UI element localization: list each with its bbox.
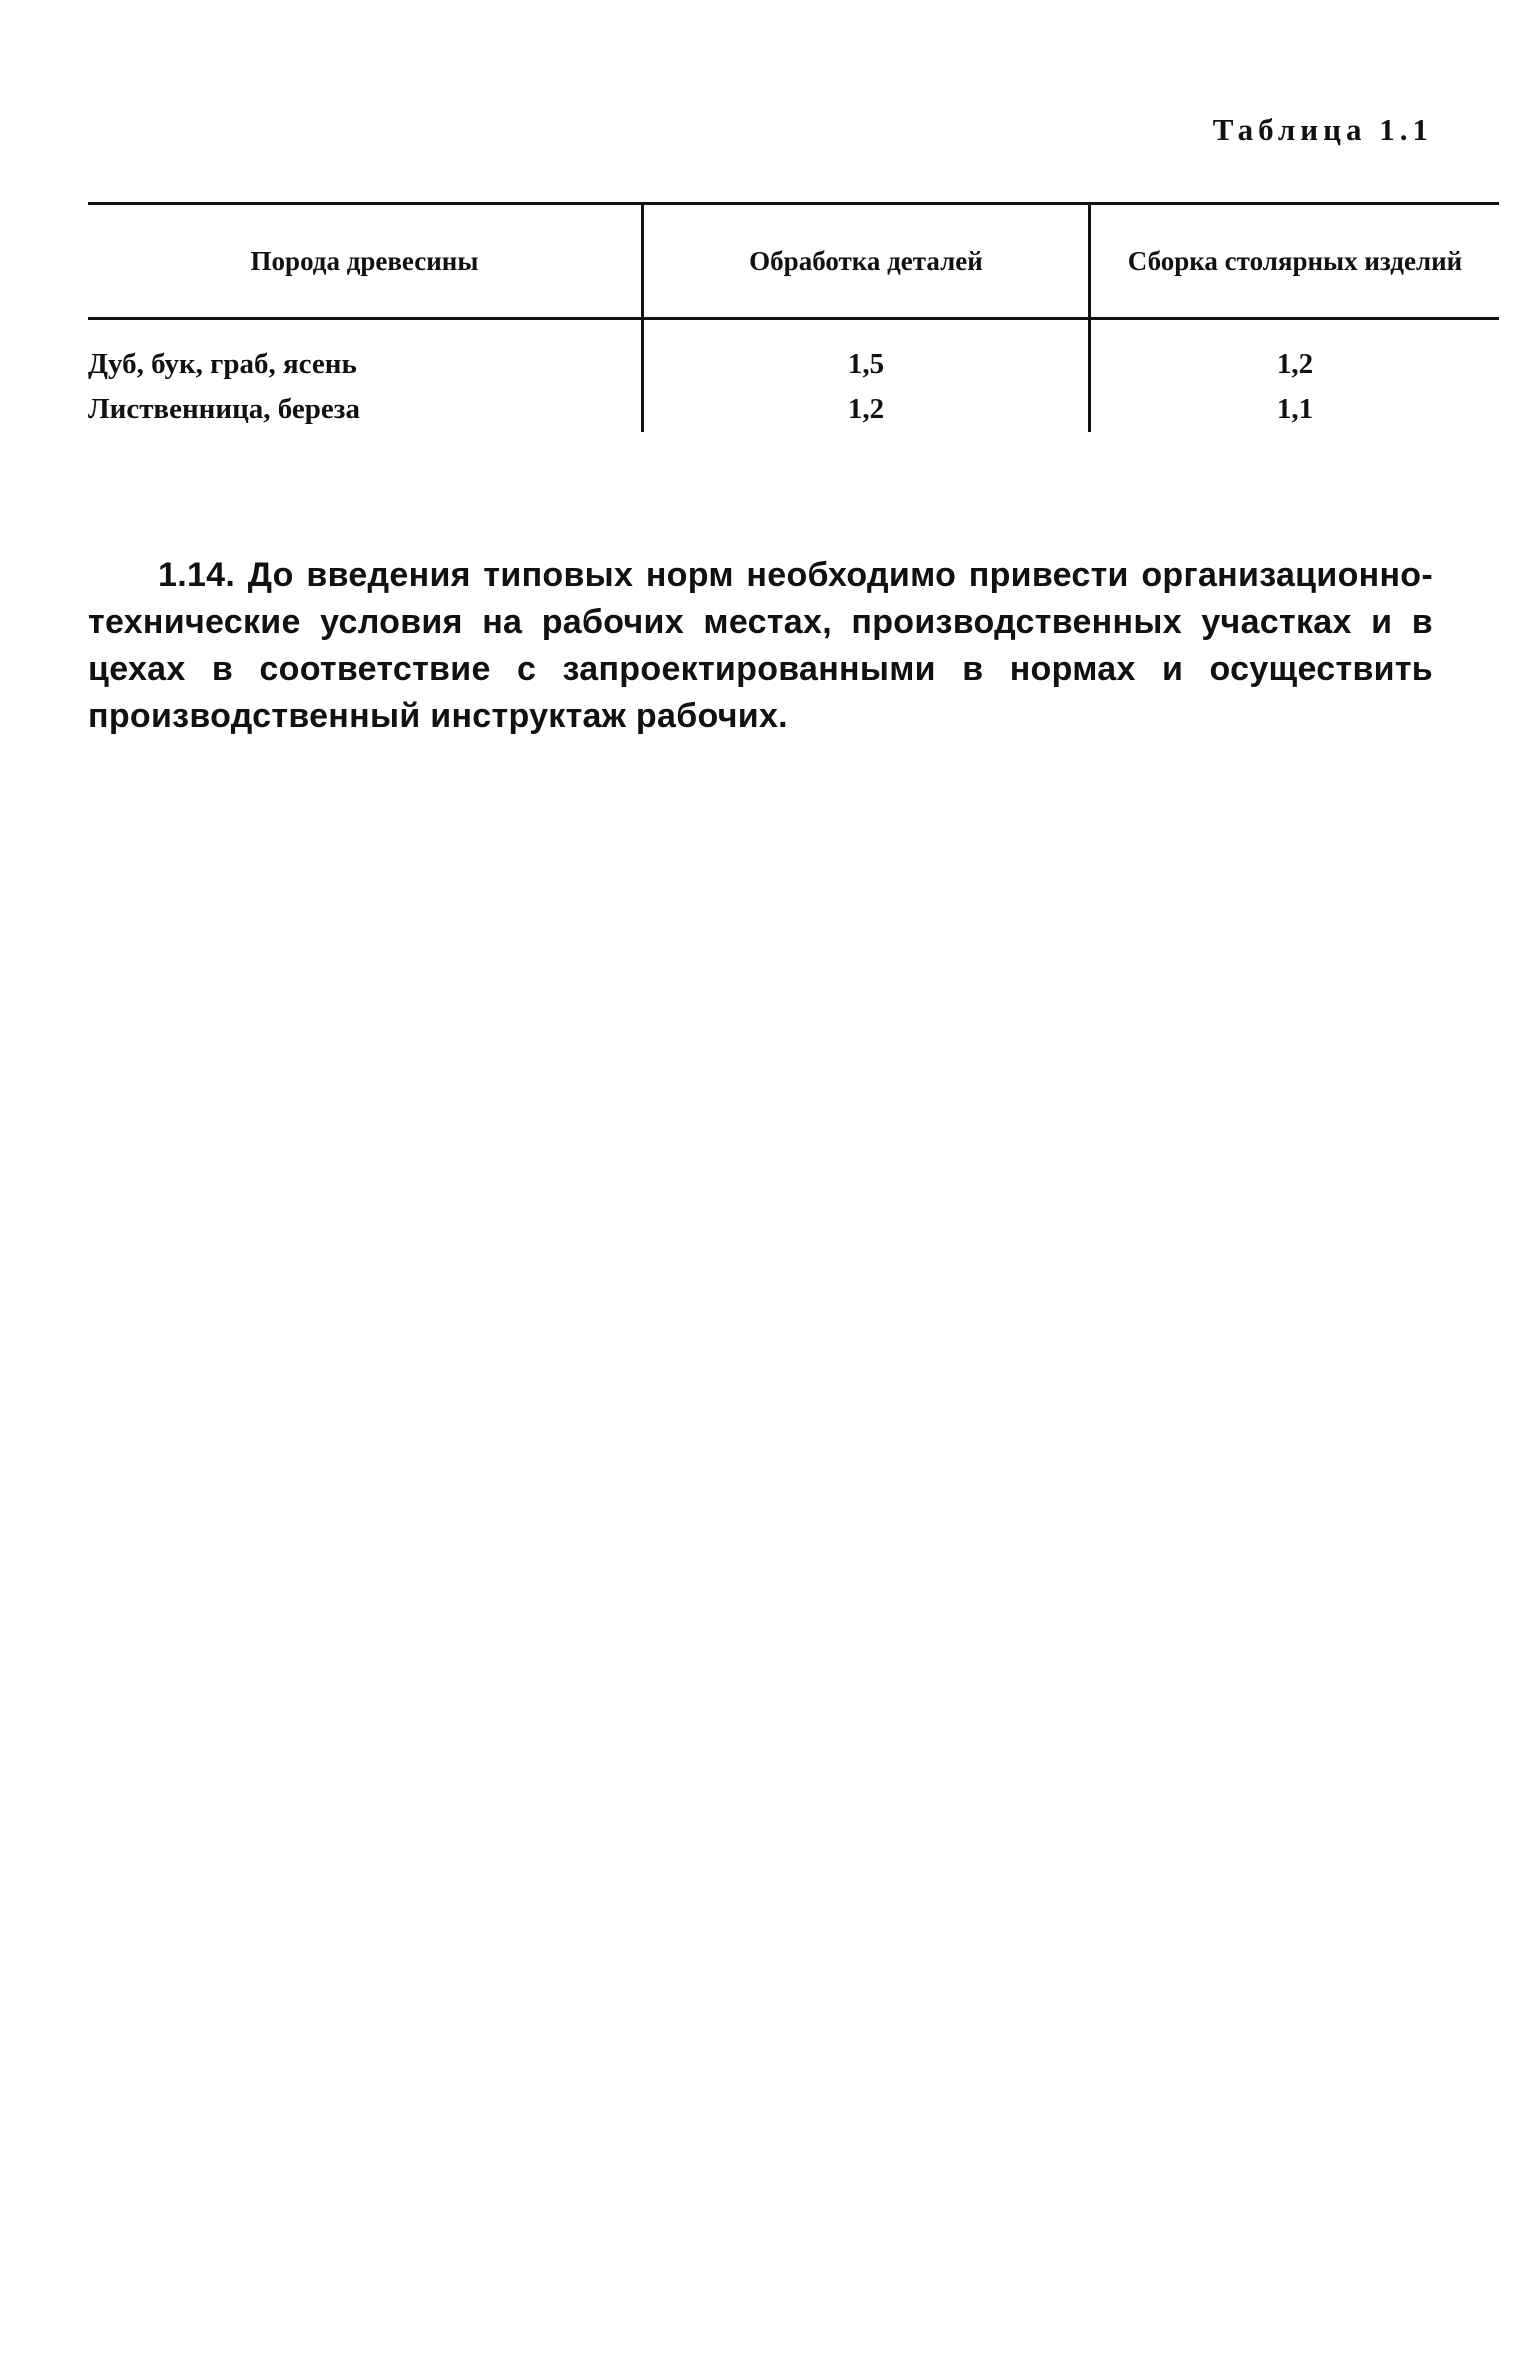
table-row bbox=[88, 319, 1499, 388]
table-row bbox=[88, 387, 1499, 432]
table-caption: Таблица 1.1 bbox=[1212, 112, 1433, 147]
section-paragraph-1-14: 1.14. До введения типовых норм необходимо привести организационно-технические условия на рабочих местах, производственных участках и в цехах в соответствие с запроектированными в нормах и осуществить производственный инструктаж рабочих. bbox=[88, 556, 1433, 735]
cell-parts-processing: 1,2 bbox=[643, 387, 1090, 432]
cell-joinery-assembly: 1,2 bbox=[1276, 348, 1314, 380]
coefficients-table bbox=[88, 202, 1499, 432]
cell-parts-processing: 1,5 bbox=[643, 319, 1090, 388]
header-wood-species: Порода древесины bbox=[88, 204, 643, 319]
table-header-row bbox=[88, 204, 1499, 319]
header-joinery-assembly: Сборка столярных изделий bbox=[1090, 204, 1500, 319]
header-parts-processing: Обработка деталей bbox=[643, 204, 1090, 319]
cell-joinery-assembly: 1,1 bbox=[1276, 393, 1314, 425]
cell-wood-species: Лиственница, береза bbox=[88, 387, 643, 432]
cell-wood-species: Дуб, бук, граб, ясень bbox=[88, 319, 643, 388]
